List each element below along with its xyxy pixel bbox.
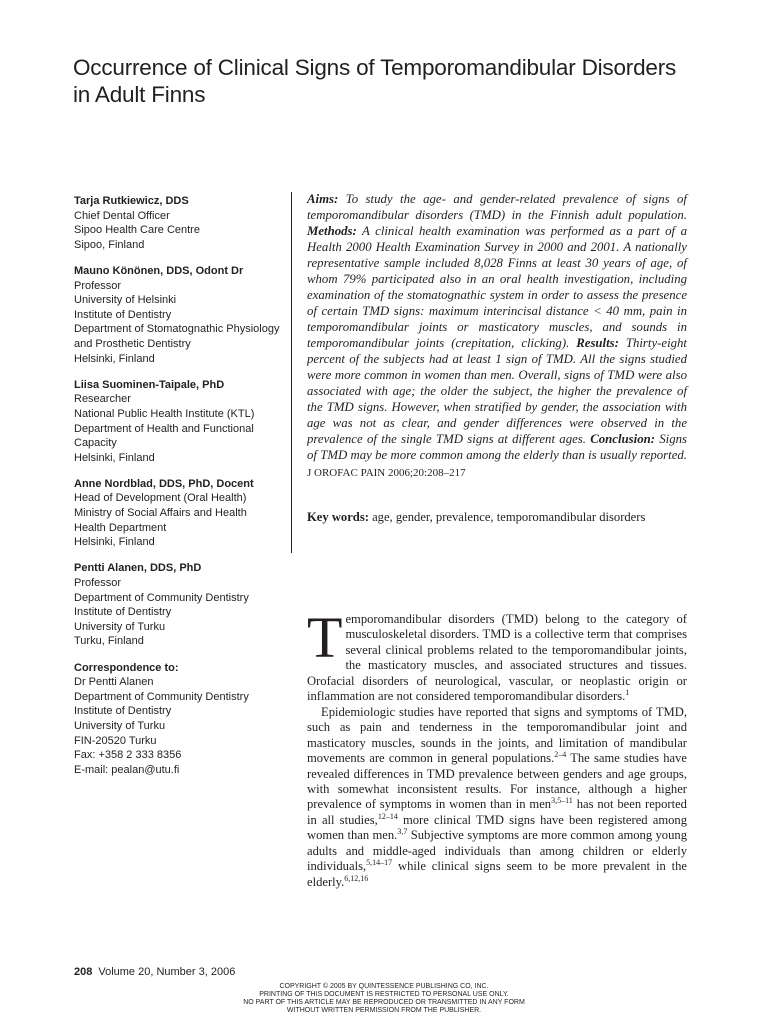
keywords — [307, 509, 697, 525]
correspondence-line: Fax: +358 2 333 8356 — [74, 749, 182, 762]
paragraph-text: while clinical signs seem to be more prevalent in the elderly. — [307, 859, 687, 889]
affiliation-line: Institute of Dentistry — [74, 308, 172, 321]
copyright-line: NO PART OF THIS ARTICLE MAY BE REPRODUCED OR TRANSMITTED IN ANY FORM — [243, 999, 525, 1006]
affiliation-line: Sipoo Health Care Centre — [74, 224, 200, 237]
article-title: Occurrence of Clinical Signs of Temporomandibular Disorders in Adult Finns — [73, 55, 677, 107]
affiliation-line: University of Turku — [74, 620, 166, 633]
reference-superscript: 1 — [625, 688, 630, 698]
affiliation-line: Head of Development (Oral Health) — [74, 492, 247, 505]
paragraph-text: Epidemiologic studies have reported that signs and symptoms of TMD, such as pain and tenderness in the temporomandibular joint and masticatory muscles, sounds in the joints, and limitation of mandibular movements are common in general populations. — [307, 704, 687, 766]
paragraph-text: Subjective symptoms are more common among young adults and middle-aged individuals than among children or elderly individuals, — [307, 828, 687, 874]
abstract-results-label: Results: — [576, 336, 619, 350]
author-block — [74, 264, 284, 366]
affiliation-line: Helsinki, Finland — [74, 352, 155, 365]
correspondence-line: Dr Pentti Alanen — [74, 676, 154, 689]
correspondence-line: FIN-20520 Turku — [74, 734, 157, 747]
abstract-conclusion: Signs of TMD may be more common among the elderly than is usually reported. — [307, 432, 687, 462]
author-name: Liisa Suominen-Taipale, PhD — [74, 378, 225, 391]
affiliation-line: Department of Community Dentistry — [74, 591, 249, 604]
abstract-aims: To study the age- and gender-related prevalence of signs of temporomandibular disorders (TMD) in the Finnish adult population. — [307, 192, 687, 222]
journal-volume-info: Volume 20, Number 3, 2006 — [98, 966, 236, 978]
journal-citation: J OROFAC PAIN 2006;20:208–217 — [307, 467, 466, 479]
author-block — [74, 194, 284, 252]
reference-superscript: 3,7 — [397, 827, 408, 837]
reference-superscript: 12–14 — [377, 811, 398, 821]
affiliation-line: Department of Stomatognathic Physiology and Prosthetic Dentistry — [74, 323, 280, 350]
author-block — [74, 477, 284, 550]
correspondence-email: E-mail: pealan@utu.fi — [74, 763, 180, 776]
author-block — [74, 561, 284, 649]
abstract-methods: A clinical health examination was performed as a part of a Health 2000 Health Examination Survey in 2000 and 2001. A nationally representative sample included 8,028 Finns at least 30 years of age, of whom 79% participated also in an oral health investigation, including examination of the stomatognathic system in order to assess the presence of certain TMD signs: maximum interincisal distance < 40 mm, pain in temporomandibular joints or masticatory muscles, and sounds in temporomandibular joints (crepitation, clicking). — [307, 224, 687, 350]
reference-superscript: 5,14–17 — [366, 858, 393, 868]
abstract-aims-label: Aims: — [307, 192, 339, 206]
keywords-text: age, gender, prevalence, temporomandibular disorders — [368, 510, 646, 524]
paragraph — [307, 605, 687, 705]
paragraph — [307, 705, 687, 890]
affiliation-line: Turku, Finland — [74, 635, 144, 648]
copyright-notice — [0, 983, 768, 1015]
affiliation-line: University of Helsinki — [74, 294, 177, 307]
author-name: Tarja Rutkiewicz, DDS — [74, 195, 189, 207]
reference-superscript: 6,12,16 — [344, 873, 369, 883]
reference-superscript: 3,5–11 — [551, 796, 573, 806]
paragraph-text: emporomandibular disorders (TMD) belong to the category of musculoskeletal disorders. TMD is a collective term that comprises several clinical problems related to the temporomandibular joints, the masticatory muscles, and associated structures and tissues. Orofacial disorders of neurological, vascular, or neoplastic origin or inflammation are not considered temporomandibular disorders. — [307, 612, 687, 704]
affiliation-line: Helsinki, Finland — [74, 536, 155, 549]
paragraph-text: more clinical TMD signs have been registered among women than men. — [307, 812, 688, 843]
correspondence-line: Institute of Dentistry — [74, 705, 172, 718]
paragraph-text: has not been reported in all studies, — [307, 797, 687, 827]
author-block — [74, 378, 284, 466]
author-name: Mauno Könönen, DDS, Odont Dr — [74, 264, 244, 277]
affiliation-line: Institute of Dentistry — [74, 606, 172, 619]
reference-superscript: 2–4 — [554, 750, 567, 760]
affiliation-line: Ministry of Social Affairs and Health — [74, 507, 247, 520]
abstract — [307, 191, 687, 481]
author-name: Pentti Alanen, DDS, PhD — [74, 562, 202, 575]
page-number: 208 — [74, 966, 93, 978]
drop-cap: T — [307, 605, 343, 670]
affiliation-line: Researcher — [74, 393, 131, 406]
body-text — [307, 605, 688, 890]
page-footer — [74, 965, 235, 979]
affiliation-line: National Public Health Institute (KTL) — [74, 407, 255, 420]
abstract-results: Thirty-eight percent of the subjects had at least 1 sign of TMD. All the signs studied were more common in women than men. Overall, signs of TMD were also associated with age; the older the subject, the higher the prevalence of the TMD signs. However, when stratified by gender, the association with age was not as clear, and gender differences were observed in the prevalence of the single TMD signs at different ages. — [307, 336, 687, 446]
paragraph-text: The same studies have revealed differences in TMD prevalence between genders and age groups, with somewhat inconsistent results. For instance, although a higher prevalence of symptoms in women than in men — [307, 751, 687, 812]
affiliation-line: Helsinki, Finland — [74, 451, 155, 464]
correspondence-block — [74, 661, 284, 778]
copyright-line: WITHOUT WRITTEN PERMISSION FROM THE PUBLISHER. — [286, 1007, 482, 1014]
affiliation-line: Sipoo, Finland — [74, 238, 145, 251]
correspondence-line: University of Turku — [74, 719, 166, 732]
affiliation-line: Health Department — [74, 521, 167, 534]
affiliation-line: Professor — [74, 279, 122, 292]
abstract-methods-label: Methods: — [307, 224, 357, 238]
author-affiliations — [74, 194, 284, 789]
affiliation-line: Department of Health and Functional Capacity — [74, 422, 254, 450]
copyright-line: COPYRIGHT © 2005 BY QUINTESSENCE PUBLISHING CO, INC. — [279, 983, 489, 990]
affiliation-line: Professor — [74, 577, 122, 590]
copyright-line: PRINTING OF THIS DOCUMENT IS RESTRICTED TO PERSONAL USE ONLY. — [259, 991, 509, 998]
author-name: Anne Nordblad, DDS, PhD, Docent — [74, 477, 254, 490]
column-divider — [291, 192, 292, 553]
keywords-label: Key words: — [307, 510, 369, 524]
abstract-conclusion-label: Conclusion: — [590, 432, 655, 446]
correspondence-heading: Correspondence to: — [74, 661, 179, 674]
correspondence-line: Department of Community Dentistry — [74, 690, 249, 703]
affiliation-line: Chief Dental Officer — [74, 209, 170, 222]
